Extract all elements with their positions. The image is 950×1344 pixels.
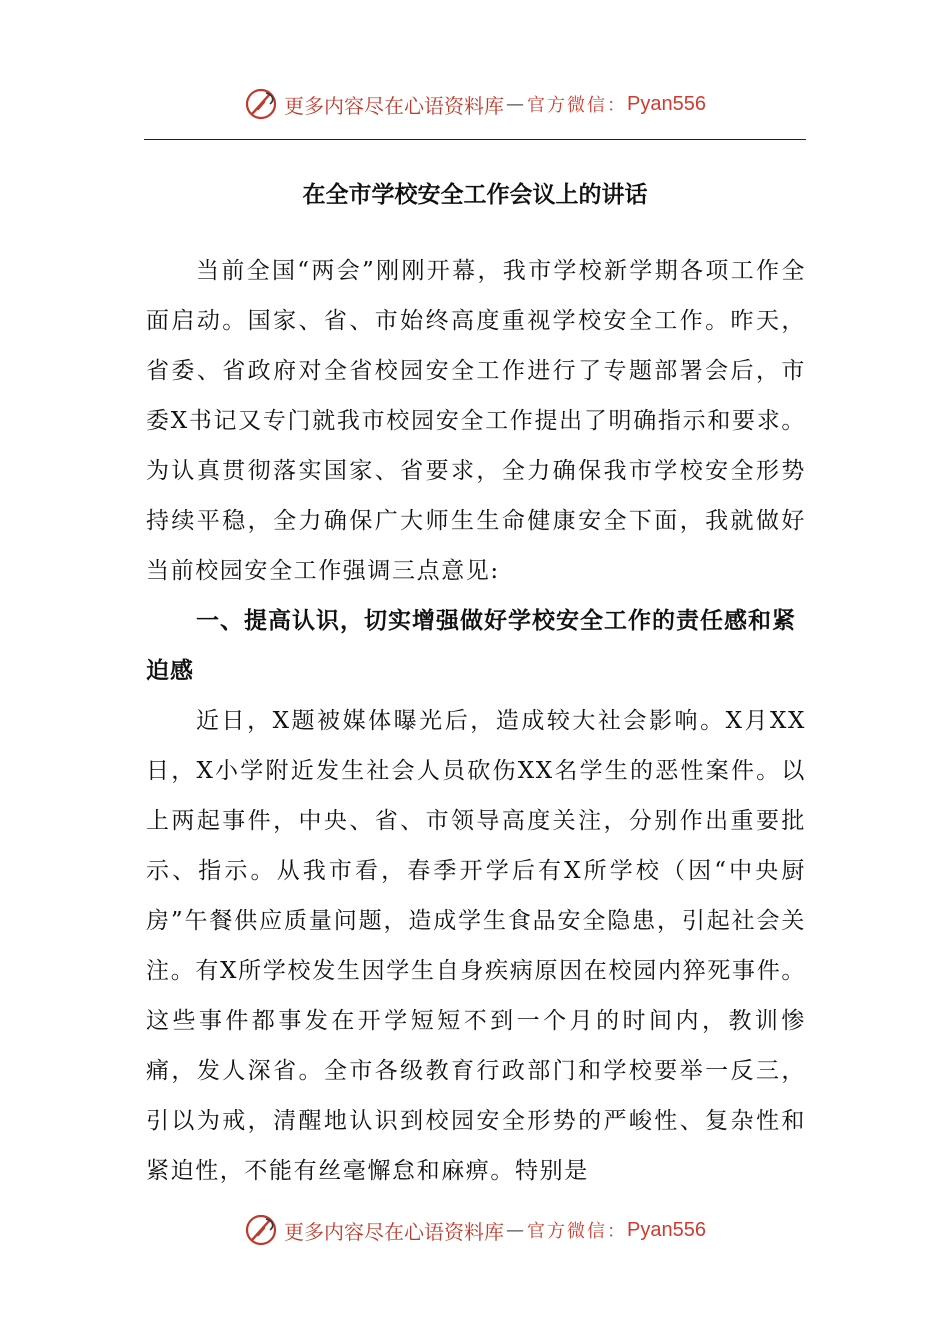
banner-wechat-label: 官方微信： bbox=[527, 95, 628, 116]
banner-wechat-label: 官方微信： bbox=[527, 1221, 628, 1242]
document-title: 在全市学校安全工作会议上的讲话 bbox=[302, 182, 648, 208]
section-heading-1: 一、提高认识，切实增强做好学校安全工作的责任感和紧迫感 bbox=[146, 608, 796, 684]
header-watermark-banner bbox=[0, 84, 950, 124]
section-1-paragraph: 近日，X题被媒体曝光后，造成较大社会影响。X月XX日，X小学附近发生社会人员砍伤XX名学生的恶性案件。以上两起事件，中央、省、市领导高度关注，分别作出重要批示、指示。从我市看，春季开学后有X所学校（因“中央厨房”午餐供应质量问题，造成学生食品安全隐患，引起社会关注。有X所学校发生因学生自身疾病原因在校园内猝死事件。这些事件都事发在开学短短不到一个月的时间内，教训惨痛，发人深省。全市各级教育行政部门和学校要举一反三，引以为戒，清醒地认识到校园安全形势的严峻性、复杂性和紧迫性，不能有丝毫懈怠和麻痹。特别是 bbox=[146, 708, 806, 1184]
footer-watermark-banner bbox=[0, 1210, 950, 1250]
banner-text: 更多内容尽在心语资料库 bbox=[284, 93, 505, 118]
banner-separator: — bbox=[506, 93, 526, 115]
header-rule bbox=[144, 139, 806, 140]
quill-logo-icon bbox=[244, 1213, 278, 1247]
intro-paragraph: 当前全国“两会”刚刚开幕，我市学校新学期各项工作全面启动。国家、省、市始终高度重视学校安全工作。昨天，省委、省政府对全省校园安全工作进行了专题部署会后，市委X书记又专门就我市校园安全工作提出了明确指示和要求。为认真贯彻落实国家、省要求，全力确保我市学校安全形势持续平稳，全力确保广大师生生命健康安全下面，我就做好当前校园安全工作强调三点意见: bbox=[146, 258, 806, 584]
document-body bbox=[146, 246, 806, 1196]
banner-text: 更多内容尽在心语资料库 bbox=[284, 1219, 505, 1244]
banner-wechat-id: Pyan556 bbox=[627, 1218, 706, 1241]
quill-logo-icon bbox=[244, 87, 278, 121]
banner-separator: — bbox=[506, 1219, 526, 1241]
banner-wechat-id: Pyan556 bbox=[627, 92, 706, 115]
